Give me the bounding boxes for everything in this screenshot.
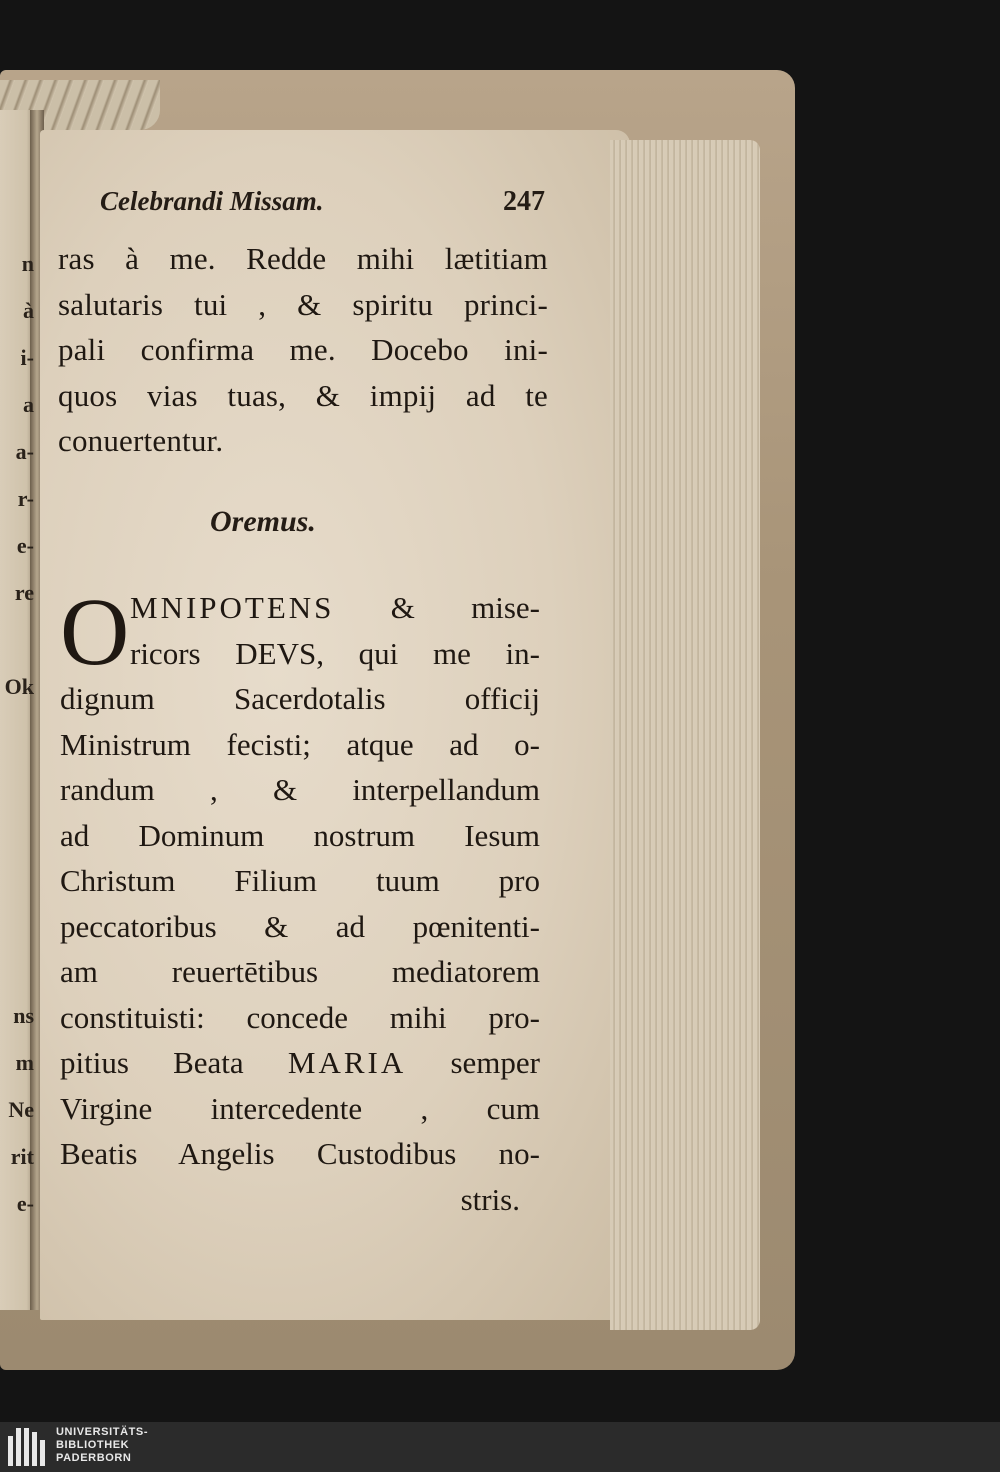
small-caps-word: MARIA [287, 1045, 407, 1080]
text-run: & mise- [334, 590, 540, 625]
running-head [100, 186, 545, 226]
fragment [0, 851, 34, 898]
fragment [0, 757, 34, 804]
fragment [0, 710, 34, 757]
library-footer [0, 1422, 1000, 1472]
fragment: m [15, 1050, 34, 1075]
text-line: salutaris tui , & spiritu princi- [58, 286, 548, 322]
text-line [60, 1040, 540, 1086]
fragment: e- [16, 1191, 34, 1216]
fragment: à [23, 298, 34, 323]
previous-page-fragments [0, 240, 34, 1227]
fragment: e- [16, 533, 34, 558]
section-heading: Oremus. [210, 505, 316, 538]
running-title: Celebrandi Missam. [100, 186, 324, 216]
fragment: a- [15, 439, 34, 464]
fragment: n [21, 251, 34, 276]
page-edges [610, 140, 760, 1330]
text-line: stris. [460, 1181, 520, 1217]
fragment [0, 945, 34, 992]
library-name [56, 1426, 148, 1465]
fragment: i- [20, 345, 34, 370]
library-name-line: BIBLIOTHEK [56, 1439, 130, 1451]
text-line: Christum Filium tuum pro [60, 863, 540, 898]
text-line: am reuertētibus mediatorem [60, 954, 540, 989]
text-run: semper [406, 1045, 540, 1080]
library-logo-icon [8, 1428, 48, 1466]
text-line: Virgine intercedente , cum [60, 1090, 540, 1126]
fragment: ns [13, 1003, 34, 1028]
fragment: r- [17, 486, 34, 511]
fragment [0, 898, 34, 945]
text-line: randum , & interpellandum [60, 772, 540, 807]
text-line: quos vias tuas, & impij ad te [58, 377, 548, 413]
small-caps-word: MNIPOTENS [130, 590, 335, 625]
text-run: pitius Beata [60, 1045, 288, 1080]
text-line: constituisti: concede mihi pro- [60, 999, 540, 1035]
text-line: Ministrum fecisti; atque ad o- [60, 726, 540, 762]
library-name-line: PADERBORN [56, 1452, 132, 1464]
fragment [0, 616, 34, 663]
text-line: dignum Sacerdotalis officij [60, 681, 540, 716]
drop-capital: O [60, 578, 130, 685]
prayer-text [60, 578, 540, 1222]
fragment: re [14, 580, 34, 605]
text-line: ras à me. Redde mihi lætitiam [58, 241, 548, 276]
fragment: rit [10, 1144, 34, 1169]
fragment: Ok [4, 674, 34, 699]
text-line: Beatis Angelis Custodibus no- [60, 1136, 540, 1171]
text-line: conuertentur. [58, 423, 224, 458]
body-text [58, 236, 548, 464]
fragment [0, 804, 34, 851]
text-line: ricors DEVS, qui me in- [130, 635, 540, 671]
text-line: pali confirma me. Docebo ini- [58, 332, 548, 367]
fragment: a [23, 392, 34, 417]
library-name-line: UNIVERSITÄTS- [56, 1426, 149, 1438]
text-line [60, 585, 540, 631]
text-line: peccatoribus & ad pœnitenti- [60, 908, 540, 944]
page-number: 247 [503, 186, 545, 217]
fragment: Ne [8, 1097, 34, 1122]
text-line: ad Dominum nostrum Iesum [60, 817, 540, 853]
